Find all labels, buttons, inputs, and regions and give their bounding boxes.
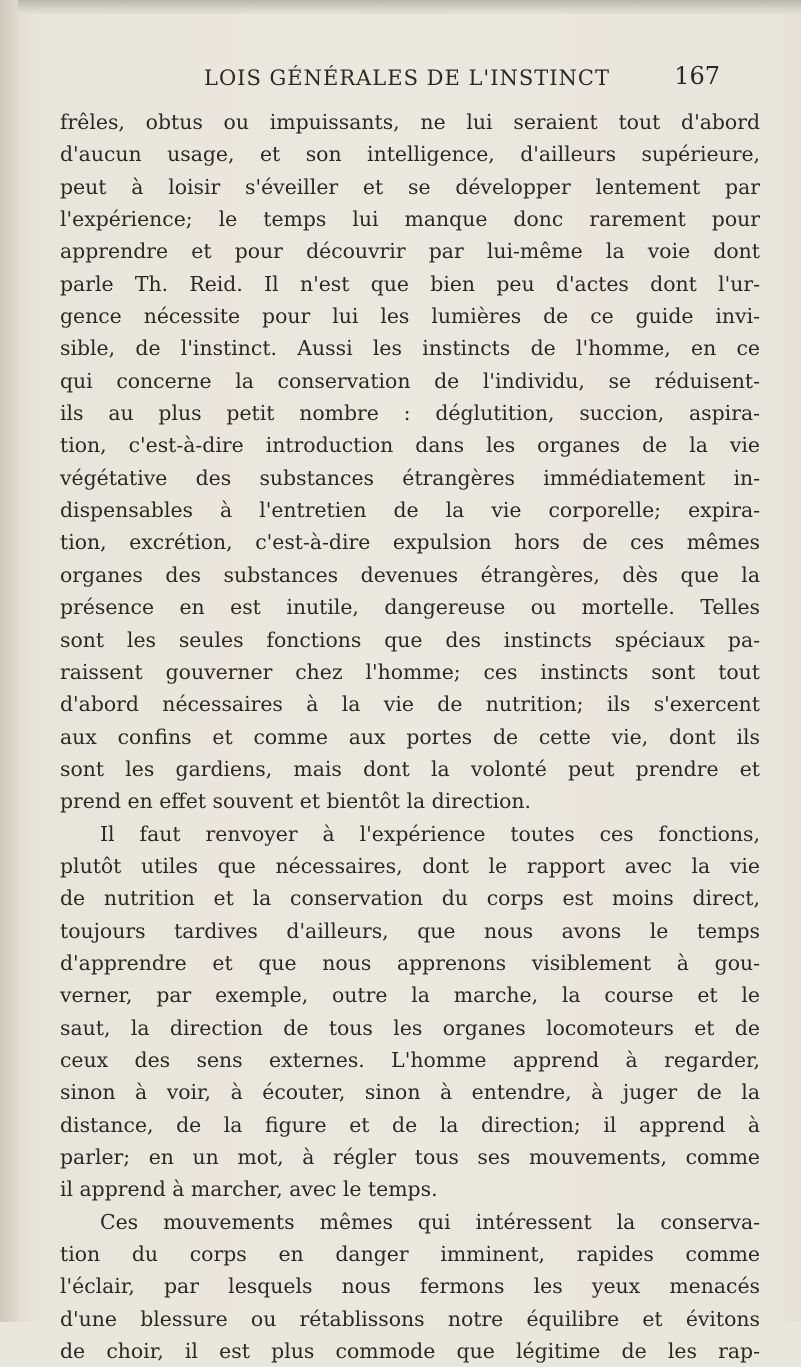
text-line: d'abord nécessaires à la vie de nutrition; ils s'exercent	[60, 692, 760, 717]
text-line: distance, de la figure et de la direction; il apprend à	[60, 1112, 760, 1137]
text-line: qui concerne la conservation de l'individu, se réduisent-	[60, 368, 760, 393]
text-line: prend en effet souvent et bientôt la direction.	[60, 789, 532, 814]
text-line: l'éclair, par lesquels nous fermons les yeux menacés	[60, 1274, 760, 1299]
text-line: parle Th. Reid. Il n'est que bien peu d'actes dont l'ur-	[60, 271, 760, 296]
body-text	[60, 106, 760, 1367]
text-line: d'aucun usage, et son intelligence, d'ailleurs supérieure,	[60, 142, 760, 167]
text-line: ceux des sens externes. L'homme apprend à regarder,	[60, 1047, 760, 1072]
text-line: sont les seules fonctions que des instincts spéciaux pa-	[60, 627, 760, 652]
text-line: gence nécessite pour lui les lumières de ce guide invi-	[60, 304, 760, 329]
text-line: aux confins et comme aux portes de cette vie, dont ils	[60, 724, 760, 749]
text-line: tion, excrétion, c'est-à-dire expulsion hors de ces mêmes	[60, 530, 760, 555]
text-line: présence en est inutile, dangereuse ou mortelle. Telles	[60, 595, 760, 620]
text-line: apprendre et pour découvrir par lui-même la voie dont	[60, 239, 760, 264]
running-head	[200, 62, 720, 98]
text-line: toujours tardives d'ailleurs, que nous avons le temps	[60, 918, 760, 943]
text-line: plutôt utiles que nécessaires, dont le rapport avec la vie	[60, 853, 760, 878]
text-line: frêles, obtus ou impuissants, ne lui seraient tout d'abord	[60, 110, 760, 134]
page-left-edge	[0, 0, 18, 1322]
text-line: Ces mouvements mêmes qui intéressent la conserva-	[100, 1209, 760, 1234]
paragraph-1	[60, 106, 760, 818]
text-line: de choir, il est plus commode que légitime de les rap-	[60, 1339, 760, 1364]
text-line: de nutrition et la conservation du corps est moins direct,	[60, 886, 760, 911]
text-line: sont les gardiens, mais dont la volonté peut prendre et	[60, 756, 760, 781]
running-head-title: LOIS GÉNÉRALES DE L'INSTINCT	[204, 66, 611, 90]
text-line: raissent gouverner chez l'homme; ces instincts sont tout	[60, 659, 760, 684]
text-line: tion, c'est-à-dire introduction dans les organes de la vie	[60, 433, 760, 458]
page-number: 167	[674, 62, 720, 90]
text-line: Il faut renvoyer à l'expérience toutes ces fonctions,	[100, 821, 760, 846]
page-top-edge	[0, 0, 801, 14]
paragraph-3	[60, 1206, 760, 1367]
text-line: dispensables à l'entretien de la vie corporelle; expira-	[60, 498, 760, 523]
text-line: ils au plus petit nombre : déglutition, succion, aspira-	[60, 401, 760, 426]
text-line: tion du corps en danger imminent, rapides comme	[60, 1242, 760, 1267]
text-line: verner, par exemple, outre la marche, la course et le	[60, 983, 760, 1008]
text-line: sible, de l'instinct. Aussi les instincts de l'homme, en ce	[60, 336, 760, 361]
text-line: il apprend à marcher, avec le temps.	[60, 1177, 438, 1202]
text-line: d'une blessure ou rétablissons notre équilibre et évitons	[60, 1306, 760, 1331]
text-line: saut, la direction de tous les organes locomoteurs et de	[60, 1015, 760, 1040]
text-line: sinon à voir, à écouter, sinon à entendre, à juger de la	[60, 1080, 760, 1105]
paragraph-2	[60, 818, 760, 1206]
text-line: d'apprendre et que nous apprenons visiblement à gou-	[60, 950, 760, 975]
text-line: l'expérience; le temps lui manque donc rarement pour	[60, 207, 760, 232]
text-line: peut à loisir s'éveiller et se développer lentement par	[60, 174, 760, 199]
text-line: organes des substances devenues étrangères, dès que la	[60, 562, 760, 587]
text-line: végétative des substances étrangères immédiatement in-	[60, 465, 760, 490]
text-line: parler; en un mot, à régler tous ses mouvements, comme	[60, 1145, 760, 1169]
